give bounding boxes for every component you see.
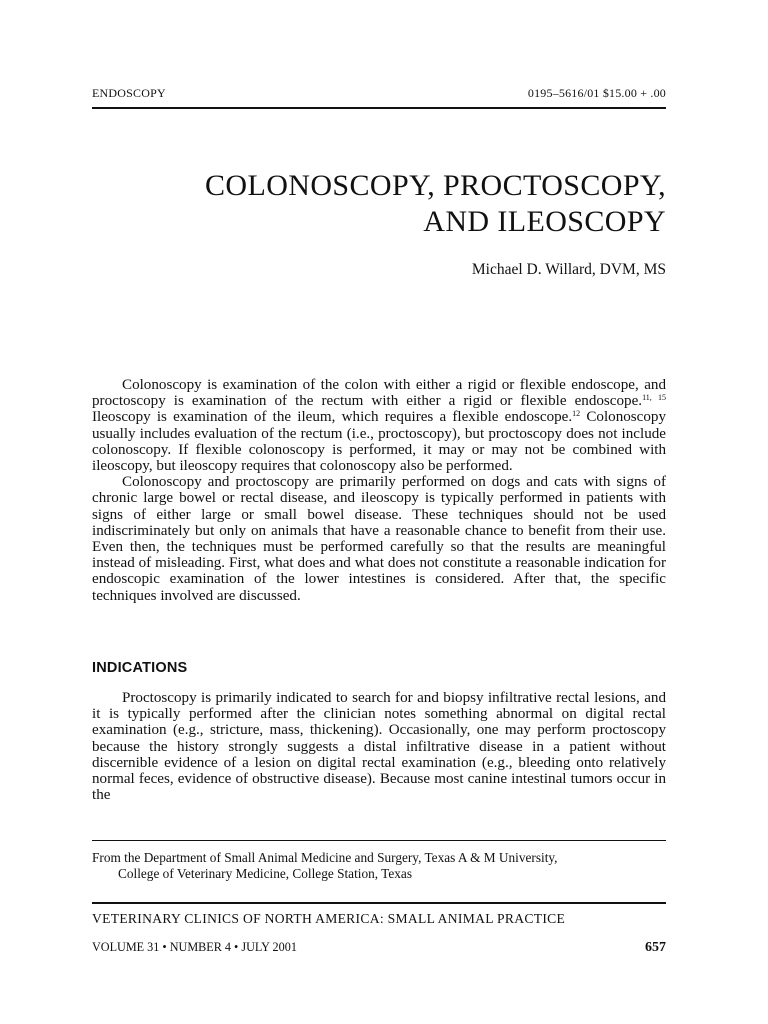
citation-ref: 12 xyxy=(572,409,581,419)
article-code: 0195–5616/01 $15.00 + .00 xyxy=(527,86,666,100)
header-rule xyxy=(92,107,666,109)
footnote-rule xyxy=(92,840,666,841)
page-number: 657 xyxy=(645,940,666,955)
article-title xyxy=(120,168,666,240)
running-header xyxy=(92,86,666,101)
affiliation-footnote xyxy=(92,850,672,882)
title-line-2: AND ILEOSCOPY xyxy=(423,205,666,238)
journal-name: VETERINARY CLINICS OF NORTH AMERICA: SMALL ANIMAL PRACTICE xyxy=(92,911,566,926)
running-footer xyxy=(92,940,666,956)
indications-paragraph-1: Proctoscopy is primarily indicated to search for and biopsy infiltrative rectal lesions, and it is typically performed after the clinician notes something abnormal on digital rectal examination (e.g., stricture, mass, thickening). Occasionally, one may perform proctoscopy because the history strongly suggests a distal infiltrative disease in a patient without discernible evidence of a lesion on digital rectal examination (e.g., bleeding onto relatively normal feces, evidence of obstructive disease). Because most canine intestinal tumors occur in the xyxy=(92,690,666,804)
intro-paragraph-1: Colonoscopy is examination of the colon with either a rigid or flexible endoscope, and proctoscopy is examination of the rectum with either a rigid or flexible endoscope.$^{11, 15}$ Ileoscopy is examination of the ileum, which requires a flexible endoscope.$^{12}$ Colonoscopy usually includes evaluation of the rectum (i.e., proctoscopy), but proctoscopy does not include colonoscopy. If flexible colonoscopy is performed, it may or may not be combined with ileoscopy, but ileoscopy requires that colonoscopy also be performed. xyxy=(92,377,667,475)
section-heading-indications: INDICATIONS xyxy=(92,660,188,676)
intro-section xyxy=(92,377,666,604)
section-label: ENDOSCOPY xyxy=(92,86,166,100)
issue-info: VOLUME 31 • NUMBER 4 • JULY 2001 xyxy=(92,940,297,954)
footer-rule xyxy=(92,902,666,904)
title-line-1: COLONOSCOPY, PROCTOSCOPY, xyxy=(205,169,666,202)
citation-ref: 11, 15 xyxy=(642,393,667,403)
footnote-line-1: From the Department of Small Animal Medicine and Surgery, Texas A & M University, xyxy=(92,850,558,865)
footnote-line-2: College of Veterinary Medicine, College Station, Texas xyxy=(118,866,412,881)
indications-section xyxy=(92,690,666,803)
author-name: Michael D. Willard, DVM, MS xyxy=(471,261,666,278)
intro-paragraph-2: Colonoscopy and proctoscopy are primarily performed on dogs and cats with signs of chronic large bowel or rectal disease, and ileoscopy is typically performed in patients with signs of either large or small bowel disease. These techniques should not be used indiscriminately but only on animals that have a reasonable chance to benefit from their use. Even then, the techniques must be performed carefully so that the results are meaningful instead of misleading. First, what does and what does not constitute a reasonable indication for endoscopic examination of the lower intestines is considered. After that, the specific techniques involved are discussed. xyxy=(92,474,666,604)
